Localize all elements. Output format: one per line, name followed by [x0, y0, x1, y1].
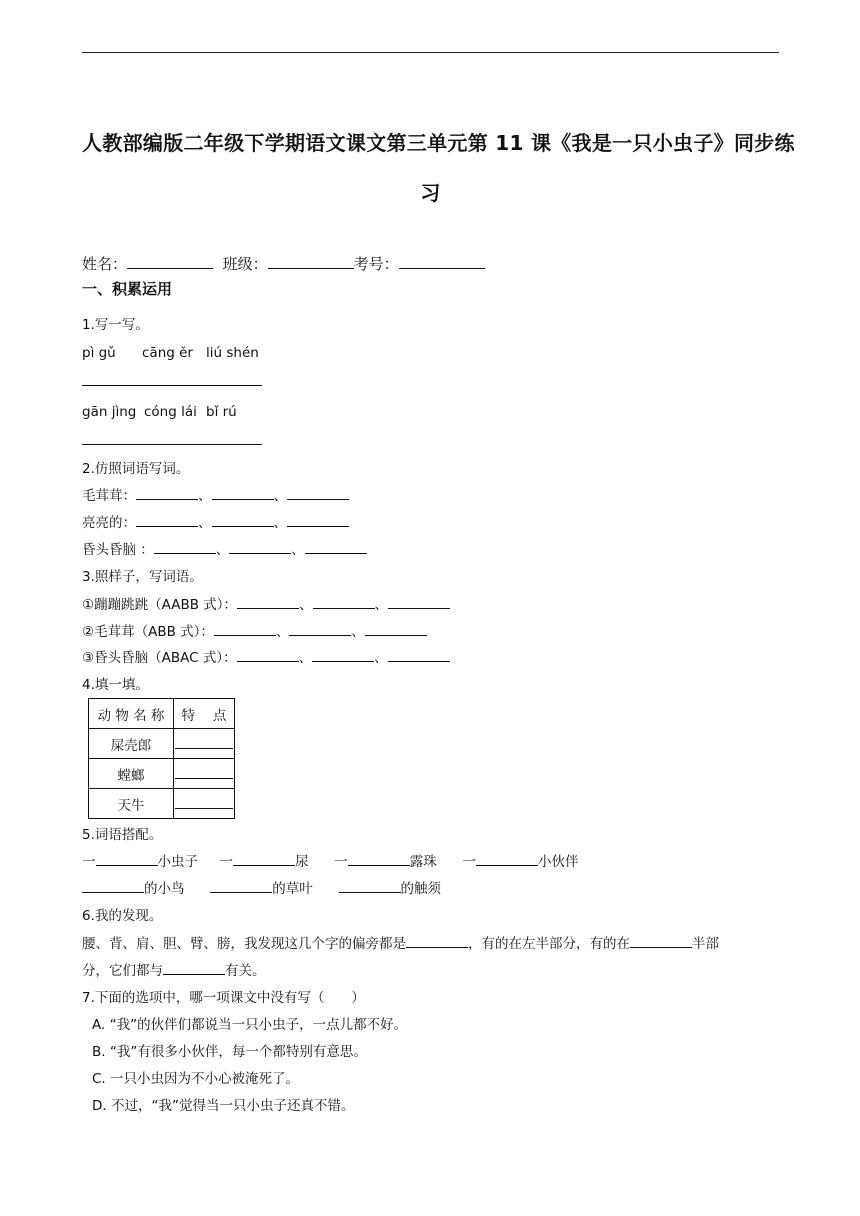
answer-blank[interactable]	[175, 794, 233, 809]
answer-blank[interactable]	[175, 764, 233, 779]
table-header-cell: 动 物 名 称	[89, 699, 174, 729]
q1-pinyin-row-1	[82, 343, 259, 363]
q4-title: 4.填一填。	[82, 677, 149, 693]
q6-title: 6.我的发现。	[82, 908, 163, 924]
answer-blank[interactable]	[136, 513, 198, 527]
q5-text: 的草叶	[272, 881, 313, 897]
table-row	[89, 789, 235, 819]
answer-blank[interactable]	[154, 540, 216, 554]
answer-blank[interactable]	[142, 431, 202, 445]
pinyin: pì gǔ	[82, 345, 116, 361]
answer-blank[interactable]	[237, 595, 299, 609]
q1-blanks-row-1	[82, 372, 262, 392]
q6-line-1	[82, 934, 719, 954]
q5-text: 尿	[294, 854, 309, 870]
answer-blank[interactable]	[202, 372, 262, 386]
student-info-row	[82, 254, 485, 274]
q2-item: 亮亮的： 、 、	[82, 513, 349, 533]
pinyin: cóng lái	[144, 404, 197, 420]
trait-cell[interactable]	[174, 729, 235, 759]
q3-item: ③昏头昏脑（ABAC 式）： 、 、	[82, 648, 450, 668]
animal-name: 屎壳郎	[89, 729, 174, 759]
q1-title: 1.写一写。	[82, 317, 149, 333]
q1-pinyin-row-2	[82, 402, 237, 422]
q5-text: 露珠	[409, 854, 437, 870]
name-label: 姓名：	[82, 255, 128, 273]
q5-row-2	[82, 879, 441, 899]
answer-blank[interactable]	[339, 879, 401, 893]
q5-text: 的触须	[400, 881, 441, 897]
q3-item: ②毛茸茸（ABB 式）： 、 、	[82, 622, 427, 642]
q2-word: 昏头昏脑 ：	[82, 542, 154, 558]
answer-blank[interactable]	[476, 852, 538, 866]
answer-blank[interactable]	[313, 595, 375, 609]
exam-blank[interactable]	[399, 255, 485, 269]
header-rule	[82, 52, 779, 53]
pinyin: gān jìng	[82, 404, 137, 420]
exam-label: 考号：	[353, 255, 399, 273]
answer-blank[interactable]	[348, 852, 410, 866]
answer-blank[interactable]	[365, 622, 427, 636]
section-heading: 一、积累运用	[82, 280, 173, 298]
q3-title: 3.照样子，写词语。	[82, 569, 203, 585]
answer-blank[interactable]	[96, 852, 158, 866]
q6-text: ，有的在左半部分，有的在	[468, 936, 630, 952]
answer-blank[interactable]	[212, 513, 274, 527]
answer-blank[interactable]	[136, 486, 198, 500]
q3-word: ②毛茸茸（ABB 式）：	[82, 624, 214, 640]
answer-blank[interactable]	[233, 852, 295, 866]
name-blank[interactable]	[127, 255, 213, 269]
answer-blank[interactable]	[82, 879, 144, 893]
q5-text: 一	[82, 854, 96, 870]
pinyin: cāng ěr	[142, 345, 193, 361]
q5-text: 一	[462, 854, 476, 870]
answer-blank[interactable]	[287, 486, 349, 500]
answer-blank[interactable]	[237, 648, 299, 662]
animal-name: 天牛	[89, 789, 174, 819]
answer-blank[interactable]	[163, 961, 225, 975]
trait-cell[interactable]	[174, 759, 235, 789]
q2-item: 毛茸茸： 、 、	[82, 486, 349, 506]
animal-table	[88, 698, 235, 819]
class-blank[interactable]	[268, 255, 354, 269]
q2-word: 毛茸茸：	[82, 488, 136, 504]
title-line-1: 人教部编版二年级下学期语文课文第三单元第 11 课《我是一只小虫子》同步练	[82, 131, 795, 155]
answer-blank[interactable]	[289, 622, 351, 636]
answer-blank[interactable]	[212, 486, 274, 500]
answer-blank[interactable]	[142, 372, 202, 386]
answer-blank[interactable]	[630, 934, 692, 948]
pinyin: bǐ rú	[206, 404, 237, 420]
answer-blank[interactable]	[175, 734, 233, 749]
q5-text: 小虫子	[157, 854, 198, 870]
answer-blank[interactable]	[305, 540, 367, 554]
q2-item: 昏头昏脑 ： 、 、	[82, 540, 367, 560]
answer-blank[interactable]	[82, 431, 142, 445]
q6-text: 分，它们都与	[82, 963, 163, 979]
q5-title: 5.词语搭配。	[82, 827, 163, 843]
class-label: 班级：	[222, 255, 268, 273]
q6-text: 有关。	[225, 963, 266, 979]
q2-title: 2.仿照词语写词。	[82, 461, 190, 477]
option-b[interactable]: B. “我”有很多小伙伴，每一个都特别有意思。	[92, 1044, 367, 1060]
answer-blank[interactable]	[312, 648, 374, 662]
animal-name: 螳螂	[89, 759, 174, 789]
option-d[interactable]: D. 不过，“我”觉得当一只小虫子还真不错。	[92, 1098, 355, 1114]
table-row	[89, 729, 235, 759]
q6-text: 腰、背、肩、胆、臂、膀，我发现这几个字的偏旁都是	[82, 936, 406, 952]
table-row	[89, 759, 235, 789]
title-line-2: 习	[420, 181, 441, 205]
table-header-cell: 特 点	[174, 699, 235, 729]
table-header-row	[89, 699, 235, 729]
q3-word: ①蹦蹦跳跳（AABB 式）：	[82, 597, 238, 613]
option-c[interactable]: C. 一只小虫因为不小心被淹死了。	[92, 1071, 300, 1087]
answer-blank[interactable]	[210, 879, 272, 893]
answer-blank[interactable]	[388, 595, 450, 609]
q5-text: 一	[334, 854, 348, 870]
option-a[interactable]: A. “我”的伙伴们都说当一只小虫子，一点儿都不好。	[92, 1017, 408, 1033]
answer-blank[interactable]	[388, 648, 450, 662]
page-title	[82, 118, 795, 218]
answer-blank[interactable]	[202, 431, 262, 445]
q5-row-1	[82, 852, 578, 872]
q3-item: ①蹦蹦跳跳（AABB 式）： 、 、	[82, 595, 450, 615]
q6-line-2	[82, 961, 266, 981]
q7-title: 7.下面的选项中，哪一项课文中没有写（ ）	[82, 990, 365, 1006]
answer-blank[interactable]	[287, 513, 349, 527]
trait-cell[interactable]	[174, 789, 235, 819]
q5-text: 的小鸟	[144, 881, 185, 897]
q2-word: 亮亮的：	[82, 515, 136, 531]
answer-blank[interactable]	[229, 540, 291, 554]
q3-word: ③昏头昏脑（ABAC 式）：	[82, 650, 237, 666]
answer-blank[interactable]	[82, 372, 142, 386]
answer-blank[interactable]	[214, 622, 276, 636]
answer-blank[interactable]	[406, 934, 468, 948]
q5-text: 小伙伴	[537, 854, 579, 870]
q6-text: 半部	[692, 936, 719, 952]
q1-blanks-row-2	[82, 431, 262, 451]
pinyin: liú shén	[206, 345, 259, 361]
q5-text: 一	[219, 854, 233, 870]
